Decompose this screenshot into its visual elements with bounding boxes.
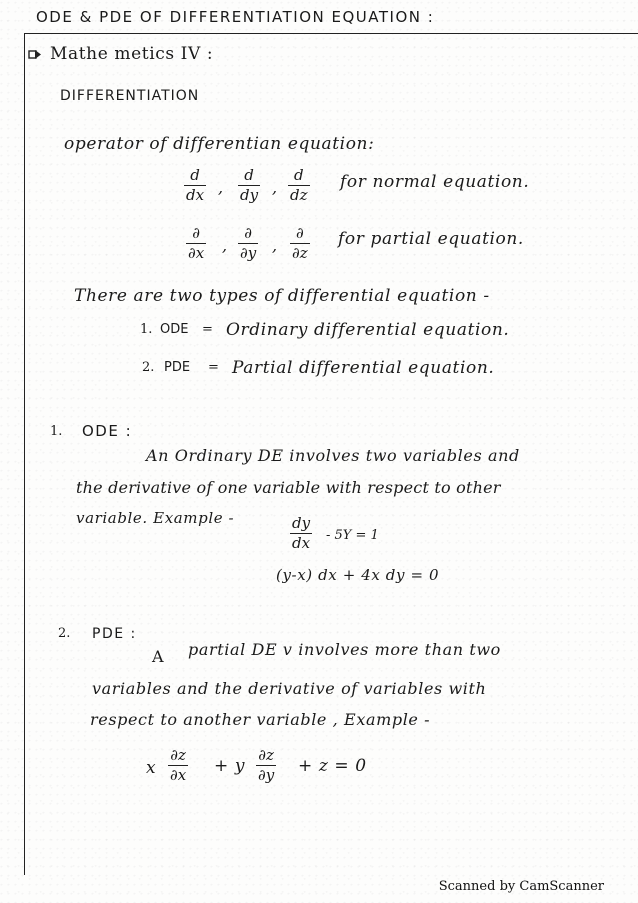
scanner-watermark: Scanned by CamScanner <box>438 879 604 894</box>
page-heading: ODE & PDE OF DIFFERENTIATION EQUATION : <box>36 8 435 26</box>
frac-denominator: dz <box>290 186 308 204</box>
frac-numerator: d <box>293 166 304 184</box>
pde-number: 2. <box>58 626 71 641</box>
frac-numerator: dy <box>292 514 311 532</box>
type-2-full: Partial differential equation. <box>232 358 495 378</box>
frac-numerator: ∂z <box>170 746 186 764</box>
frac-partial-z <box>290 226 310 261</box>
frac-dz-dx <box>168 748 188 783</box>
ode-example-2: (y-x) dx + 4x dy = 0 <box>276 566 440 584</box>
pde-line-2: variables and the derivative of variables with <box>92 679 487 698</box>
ode-line-2: the derivative of one variable with respect to other <box>76 478 501 497</box>
frac-numerator: ∂ <box>244 224 252 242</box>
frac-dy-dx <box>290 516 312 551</box>
comma: , <box>218 178 224 197</box>
pde-example-plus-y: + y <box>214 756 246 776</box>
type-2-abbr: PDE <box>164 360 191 375</box>
partial-equation-label: for partial equation. <box>338 229 524 249</box>
pde-heading: PDE : <box>92 626 137 642</box>
operator-heading: operator of differentian equation: <box>64 134 375 154</box>
margin-line <box>24 33 25 875</box>
comma: , <box>272 178 278 197</box>
pde-example-rest: + z = 0 <box>298 756 367 776</box>
type-1-abbr: ODE <box>160 322 189 337</box>
type-2-number: 2. <box>142 360 155 375</box>
frac-numerator: d <box>244 166 254 184</box>
frac-numerator: ∂ <box>295 224 304 242</box>
frac-denominator: ∂x <box>170 766 187 784</box>
frac-numerator: d <box>190 166 200 184</box>
frac-denominator: ∂y <box>240 244 257 262</box>
section-title: DIFFERENTIATION <box>60 88 200 104</box>
type-1-equals: = <box>202 322 213 337</box>
comma: , <box>272 236 278 255</box>
frac-d-dx <box>184 168 206 203</box>
pde-line-3: respect to another variable , Example - <box>90 710 431 729</box>
comma: , <box>222 236 228 255</box>
type-1-number: 1. <box>140 322 153 337</box>
types-intro: There are two types of differential equation - <box>74 286 490 306</box>
frac-denominator: ∂x <box>188 244 205 262</box>
pde-example-x: x <box>146 758 157 778</box>
frac-denominator: dx <box>186 186 205 204</box>
top-rule-line <box>24 33 638 34</box>
type-1-full: Ordinary differential equation. <box>226 320 510 340</box>
subject-label: Mathe metics IV : <box>50 44 214 64</box>
frac-partial-x <box>186 226 206 261</box>
frac-d-dz <box>288 168 310 203</box>
normal-equation-label: for normal equation. <box>340 172 530 192</box>
frac-numerator: ∂ <box>192 224 200 242</box>
pde-line-1b: partial DE v involves more than two <box>188 640 501 659</box>
frac-numerator: ∂z <box>258 746 274 764</box>
frac-dz-dy <box>256 748 276 783</box>
frac-partial-y <box>238 226 258 261</box>
frac-denominator: ∂y <box>258 766 275 784</box>
frac-denominator: dx <box>292 534 311 552</box>
frac-d-dy <box>238 168 260 203</box>
ode-number: 1. <box>50 424 63 439</box>
pde-line-1a: A <box>152 647 165 666</box>
frac-denominator: ∂z <box>292 244 308 262</box>
ode-example-1-rest: - 5Y = 1 <box>326 528 379 543</box>
ode-heading: ODE : <box>82 422 133 440</box>
ode-line-3: variable. Example - <box>76 509 235 527</box>
frac-denominator: dy <box>240 186 259 204</box>
arrow-bullet-icon <box>28 49 42 60</box>
ode-line-1: An Ordinary DE involves two variables and <box>146 446 520 465</box>
type-2-equals: = <box>208 360 219 375</box>
